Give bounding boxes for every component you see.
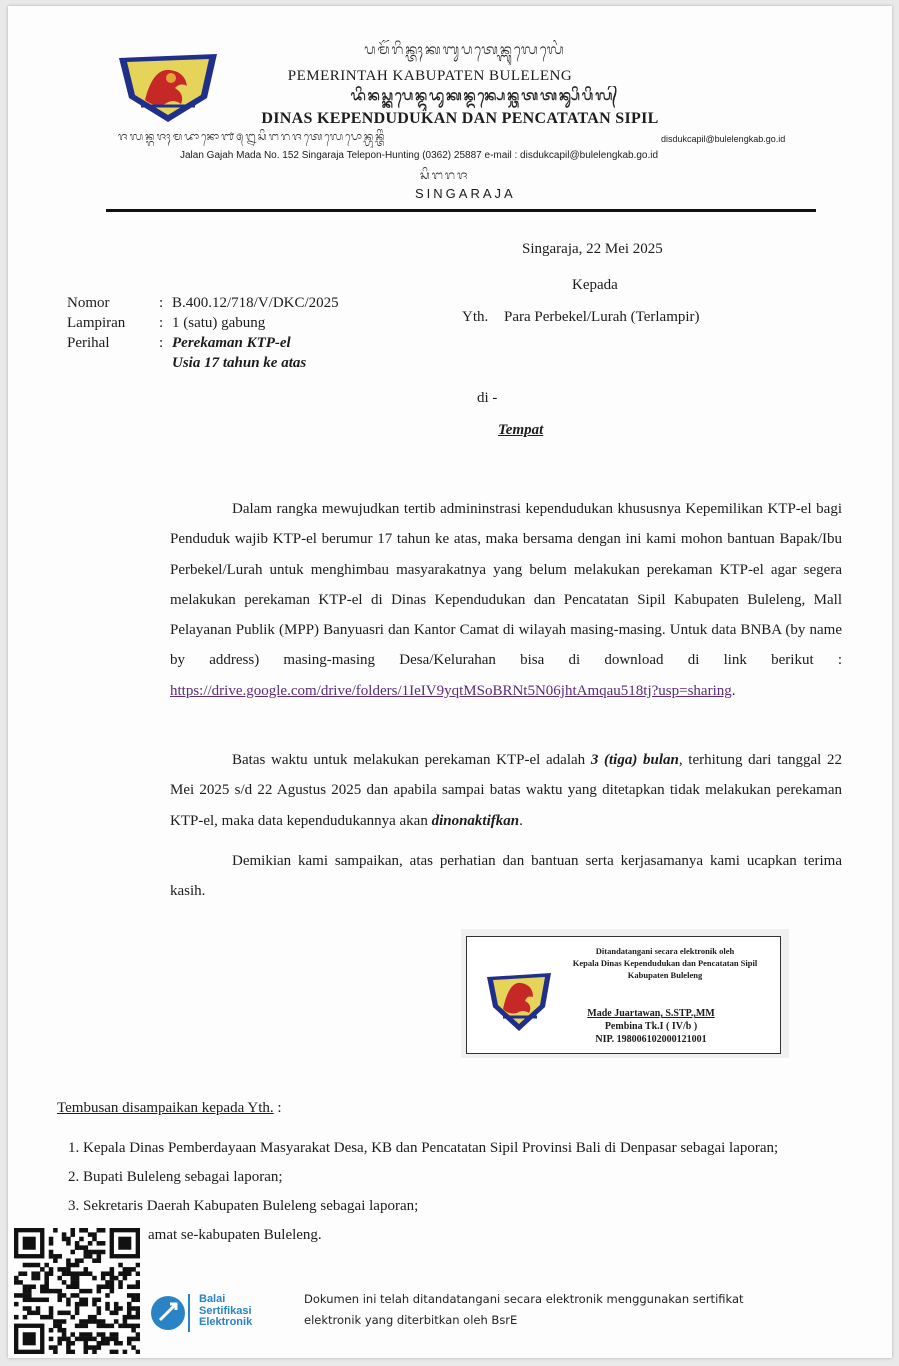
city-name: SINGARAJA: [415, 186, 516, 201]
signature-line-1: Ditandatangani secara elektronik oleh: [595, 946, 735, 956]
list-item: 1. Kepala Dinas Pemberdayaan Masyarakat Desa, KB dan Pencatatan Sipil Provinsi Bali di Denpasar sebagai laporan;: [68, 1140, 779, 1156]
yth-label: Yth.: [462, 309, 489, 325]
place-date: Singaraja, 22 Mei 2025: [522, 241, 663, 257]
document-qr-code: [14, 1228, 140, 1354]
government-name: PEMERINTAH KABUPATEN BULELENG: [287, 68, 573, 84]
signatory-rank: Pembina Tk.I ( IV/b ): [604, 1021, 698, 1032]
lampiran-value: 1 (satu) gabung: [172, 315, 266, 331]
deactivation-emphasis: dinonaktifkan: [431, 812, 520, 829]
signature-caption: [551, 945, 779, 981]
nomor-label: Nomor: [67, 295, 110, 311]
bsre-logo-icon: [150, 1290, 192, 1336]
nomor-value: B.400.12/718/V/DKC/2025: [172, 295, 339, 311]
bsre-name: [199, 1294, 252, 1329]
list-item: amat se-kabupaten Buleleng.: [148, 1227, 322, 1243]
link-period: .: [731, 682, 736, 699]
colon: :: [159, 295, 164, 311]
paragraph-2-text-a: Batas waktu untuk melakukan perekaman KTP-el adalah: [232, 752, 591, 768]
balinese-script-header: ᬧᬫᭂᬭᬶᬦ᭄ᬢᬄᬓᬩᬸᬧᬢᬾᬦ᭄ᬩᬸᬮᬾᬮᬾᬂ: [364, 42, 566, 58]
bnba-download-link[interactable]: https://drive.google.com/drive/folders/1IeIV9yqtMSoBRNt5N06jhtAmqau518tj?usp=sharing: [170, 682, 732, 699]
paragraph-2-end: .: [519, 812, 523, 829]
perihal-value-1: Perekaman KTP-el: [172, 335, 291, 351]
electronic-signature-box: [461, 929, 789, 1058]
signatory-nip: NIP. 198006102000121001: [595, 1034, 707, 1045]
to-label: Kepada: [572, 277, 618, 293]
bsre-line-1: Balai: [199, 1293, 226, 1305]
agency-email: disdukcapil@bulelengkab.go.id: [661, 134, 786, 144]
signature-frame: [466, 936, 781, 1054]
body-paragraph-3: [170, 846, 842, 907]
bsre-line-2: Sertifikasi: [199, 1304, 252, 1317]
balinese-script-address: ᬚᬮᬦ᭄ᬕᬚᬄᬫᬤᬵᬦᭀ᭑᭕᭒ᬲᬶᬗᬭᬚᬢᬾᬮᬾᬧᭀᬦ᭄ᬳᬸᬦ᭄ᬢᬶᬂ: [118, 130, 387, 143]
signatory-name: Made Juartawan, S.STP.,MM: [587, 1008, 715, 1019]
signature-logo: [483, 965, 555, 1037]
balinese-script-agency: ᬤᬶᬦᬲ᭄ᬓᬧᬾᬦ᭄ᬤᬸᬤᬸᬓᬦ᭄ᬤᬦ᭄ᬧᬾᬦ᭄ᬘᬢᬢᬦ᭄ᬲᬶᬧᬶᬮ᭄: [350, 88, 620, 104]
paragraph-1-text: Dalam rangka mewujudkan tertib admininstrasi kependudukan khususnya Kepemilikan KTP-el bagi Penduduk wajib KTP-el berumur 17 tahun ke atas, maka bersama dengan ini kami mohon bantuan Bapak/Ibu Perbekel/Lurah untuk menghimbau masyarakatnya yang belum melakukan perekaman KTP-el agar segera melakukan perekaman KTP-el di Dinas Kependudukan dan Pencatatan Sipil Kabupaten Buleleng, Mall Pelayanan Publik (MPP) Banyuasri dan Kantor Camat di wilayah masing-masing. Untuk data BNBA (by name by address) masing-masing Desa/Kelurahan bisa di download di link berikut :: [170, 501, 842, 669]
agency-name: DINAS KEPENDUDUKAN DAN PENCATATAN SIPIL: [261, 110, 659, 127]
colon: :: [159, 335, 164, 351]
tembusan-title: Tembusan disampaikan kepada Yth.: [57, 1100, 274, 1116]
tembusan-heading: [57, 1100, 282, 1117]
body-paragraph-2: [170, 745, 842, 836]
agency-address: Jalan Gajah Mada No. 152 Singaraja Telepon-Hunting (0362) 25887 e-mail : disdukcapil@bulelengkab.go.id: [180, 150, 659, 161]
colon: :: [159, 315, 164, 331]
deadline-emphasis: 3 (tiga) bulan: [590, 752, 679, 768]
tempat-label: Tempat: [498, 422, 544, 438]
paragraph-3-text: Demikian kami sampaikan, atas perhatian dan bantuan serta kerjasamanya kami ucapkan terima kasih.: [170, 853, 842, 900]
e-signature-notice: Dokumen ini telah ditandatangani secara elektronik menggunakan sertifikat elektronik yang diterbitkan oleh BsrE: [304, 1292, 744, 1327]
lampiran-label: Lampiran: [67, 315, 126, 331]
perihal-value-2: Usia 17 tahun ke atas: [172, 355, 307, 371]
signature-line-3: Kabupaten Buleleng: [627, 970, 703, 980]
balinese-script-city: ᬲᬶᬗᬭᬚ: [420, 168, 470, 182]
list-item: 3. Sekretaris Daerah Kabupaten Buleleng sebagai laporan;: [68, 1198, 419, 1214]
signature-line-2: Kepala Dinas Kependudukan dan Pencatatan Sipil: [572, 958, 758, 968]
letterhead-divider: [106, 209, 816, 212]
list-item: 2. Bupati Buleleng sebagai laporan;: [68, 1169, 283, 1185]
di-label: di -: [477, 390, 498, 406]
recipient: Para Perbekel/Lurah (Terlampir): [504, 309, 700, 325]
tembusan-colon: :: [273, 1100, 282, 1116]
bsre-line-3: Elektronik: [199, 1316, 253, 1328]
paragraph-2-text-b: , terhitung dari tanggal 22 Mei 2025 s/d 22 Agustus 2025 dan apabila sampai batas waktu yang ditetapkan tidak melakukan perekaman KTP-el, maka data kependudukannya akan: [170, 752, 842, 829]
perihal-label: Perihal: [67, 335, 110, 351]
signatory-block: [551, 1007, 751, 1046]
tembusan-list: [68, 1134, 778, 1250]
body-paragraph-1: [170, 494, 842, 706]
